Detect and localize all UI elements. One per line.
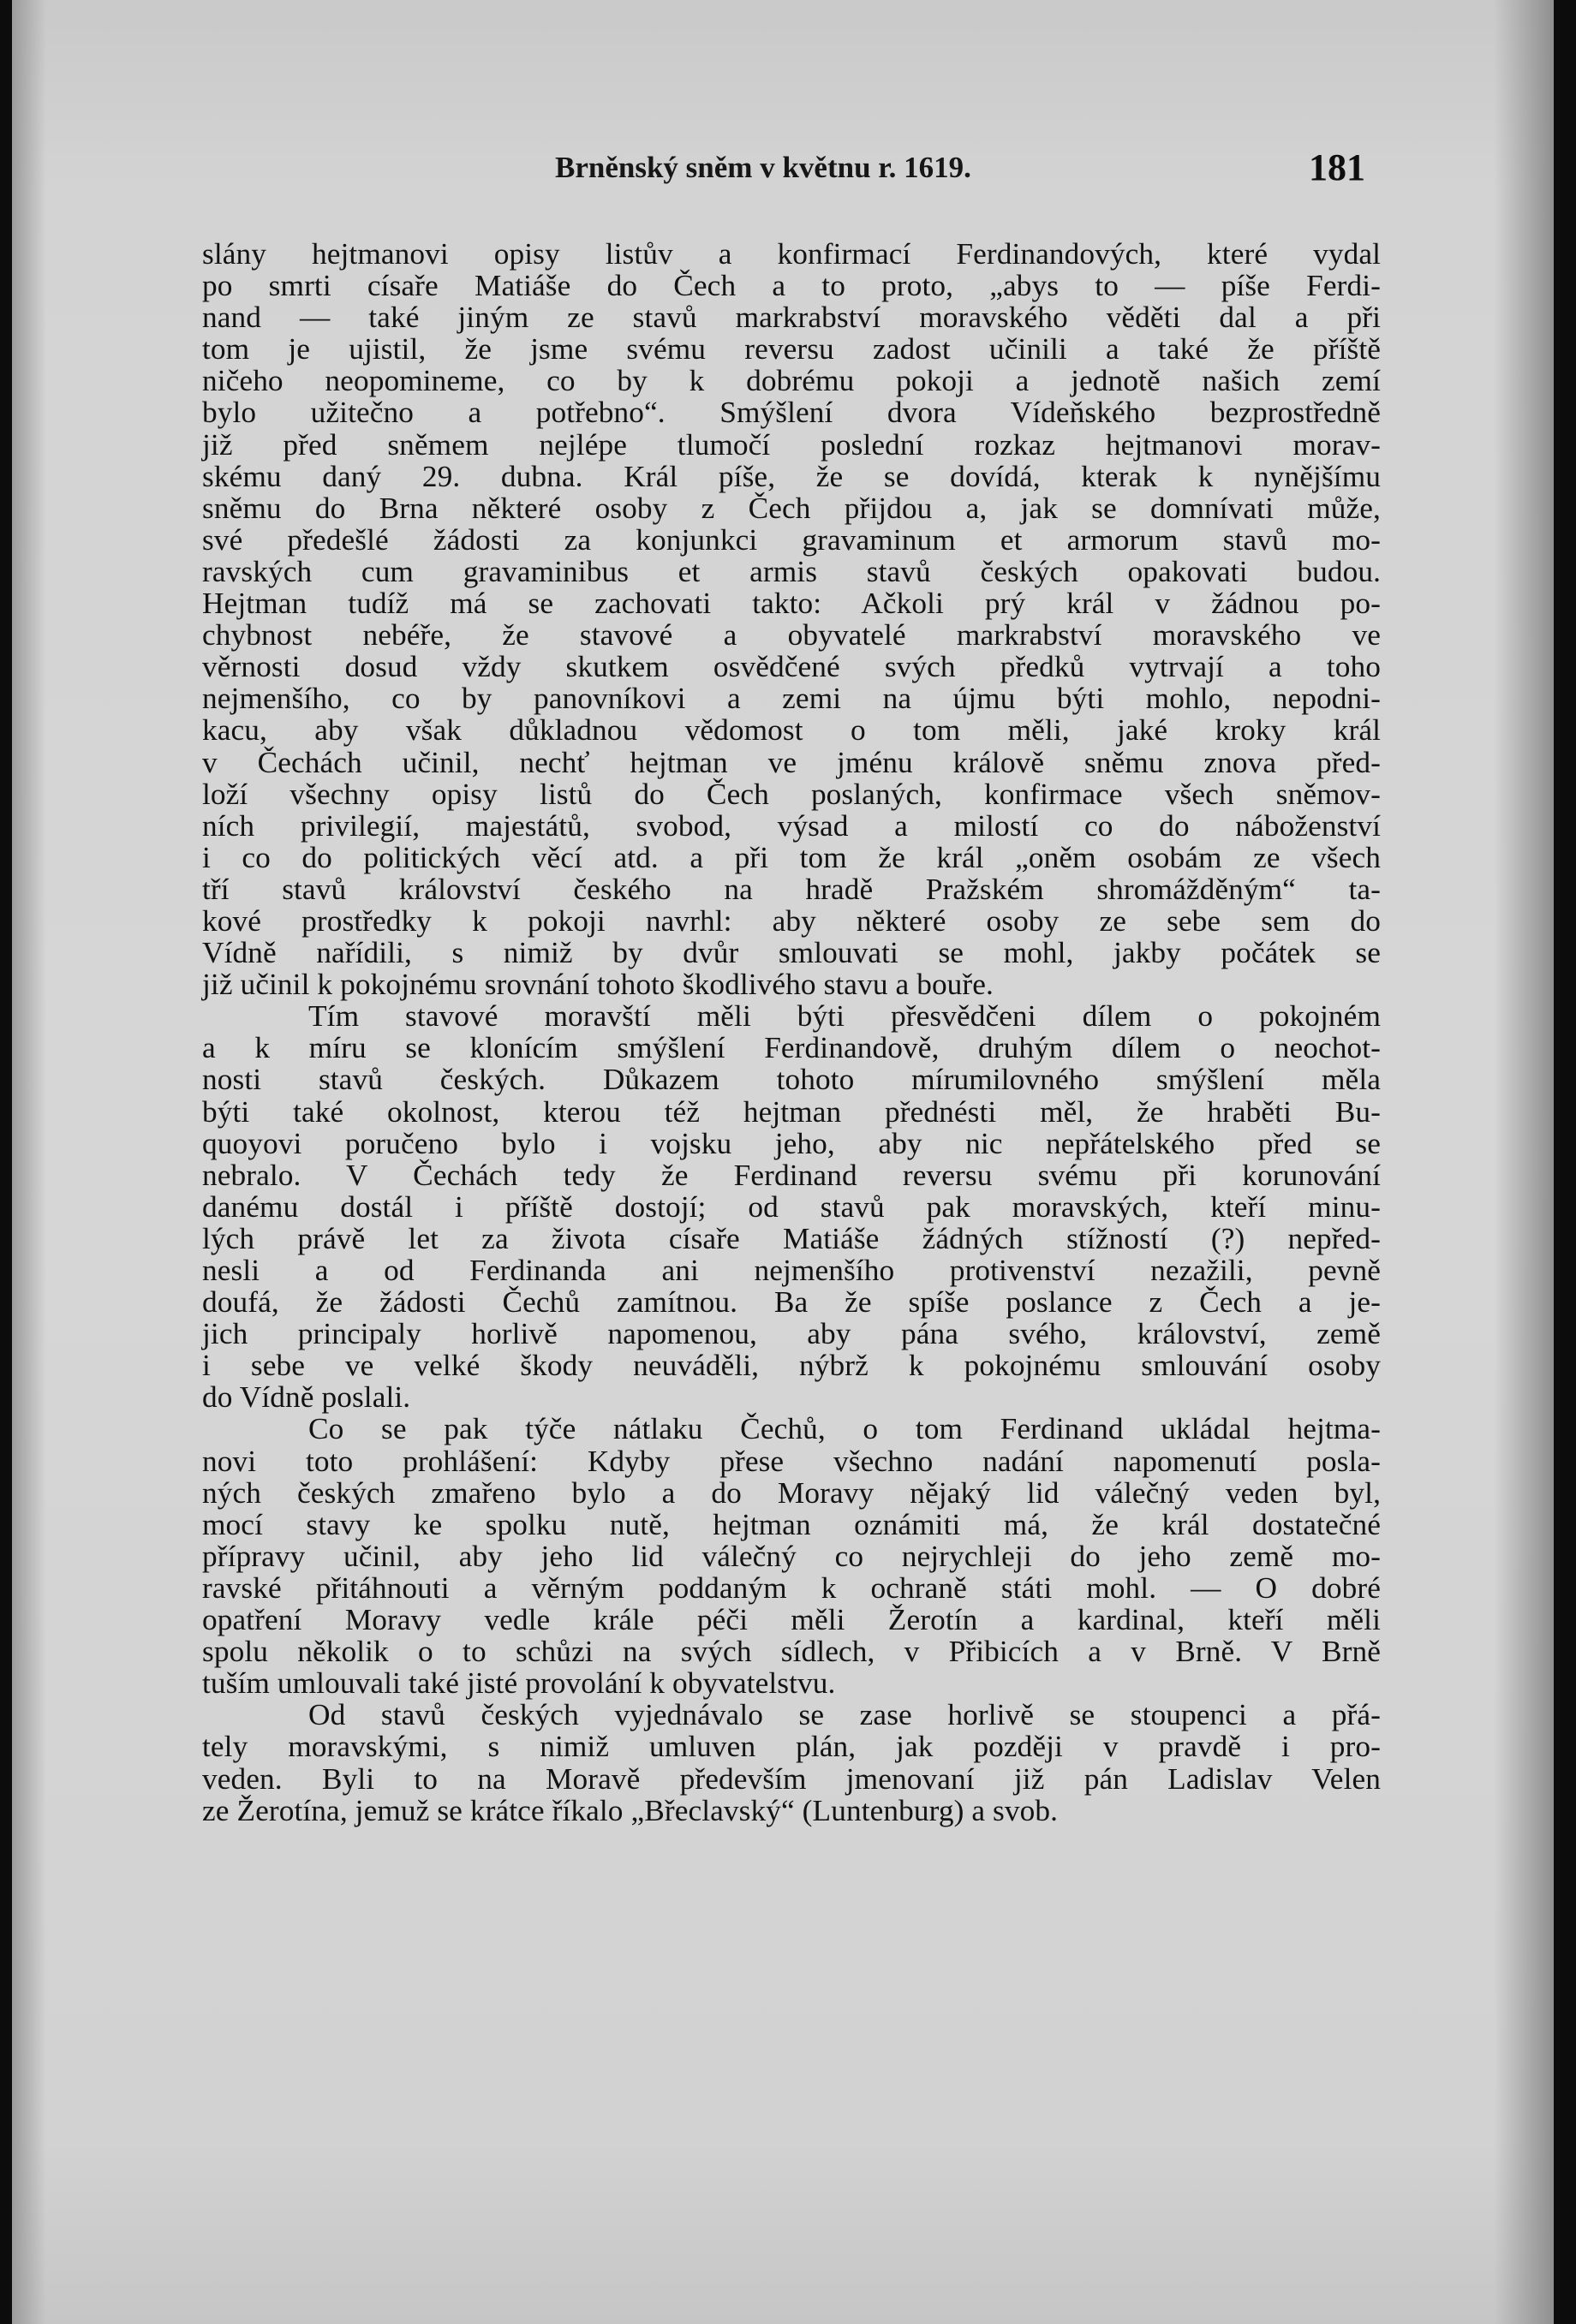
text-line: opatření Moravy vedle krále péči měli Žerotín a kardinal, kteří měli — [202, 1603, 1381, 1637]
text-line: věrnosti dosud vždy skutkem osvědčené svých předků vytrvají a toho — [202, 650, 1381, 684]
text-line: své předešlé žádosti za konjunkci gravaminum et armorum stavů mo- — [202, 522, 1381, 557]
text-line: ravské přitáhnouti a věrným poddaným k ochraně státi mohl. — O dobré — [202, 1570, 1381, 1605]
body-text — [202, 238, 1381, 1826]
text-line: Hejtman tudíž má se zachovati takto: Ačkoli prý král v žádnou po- — [202, 587, 1381, 621]
text-line: již učinil k pokojnému srovnání tohoto škodlivého stavu a bouře. — [202, 968, 994, 1002]
text-line: novi toto prohlášení: Kdyby přese všechno nadání napomenutí posla- — [202, 1444, 1381, 1478]
text-line: quoyovi poručeno bylo i vojsku jeho, aby nic nepřátelského před se — [202, 1126, 1381, 1160]
running-head: Brněnský sněm v květnu r. 1619. — [555, 151, 971, 184]
page-header — [526, 146, 1365, 194]
text-line: tom je ujistil, že jsme svému reversu zadost učinili a také že příště — [202, 332, 1381, 366]
text-line: bylo užitečno a potřebno“. Smýšlení dvora Vídeňského bezprostředně — [202, 396, 1381, 430]
text-line: kové prostředky k pokoji navrhl: aby některé osoby ze sebe sem do — [202, 903, 1381, 938]
text-line: skému daný 29. dubna. Král píše, že se dovídá, kterak k nynějšímu — [202, 459, 1381, 493]
text-line: býti také okolnost, kterou též hejtman přednésti měl, že hraběti Bu- — [202, 1094, 1381, 1129]
text-line: loží všechny opisy listů do Čech poslaných, konfirmace všech sněmov- — [202, 777, 1381, 811]
text-line: nebralo. V Čechách tedy že Ferdinand reversu svému při korunování — [202, 1158, 1381, 1192]
text-line: ních privilegií, majestátů, svobod, výsad a milostí co do náboženství — [202, 808, 1381, 843]
text-line: mocí stavy ke spolku nutě, hejtman oznámiti má, že král dostatečné — [202, 1507, 1381, 1541]
text-line: spolu několik o to schůzi na svých sídlech, v Přibicích a v Brně. V Brně — [202, 1635, 1381, 1669]
text-line: nand — také jiným ze stavů markrabství moravského věděti dal a při — [202, 301, 1381, 335]
text-line: tuším umlouvali také jisté provolání k obyvatelstvu. — [202, 1666, 836, 1701]
page-number: 181 — [1309, 146, 1365, 188]
text-line: ravských cum gravaminibus et armis stavů českých opakovati budou. — [202, 554, 1381, 588]
text-line: slány hejtmanovi opisy listův a konfirmací Ferdinandových, které vydal — [202, 237, 1381, 271]
page-edge-shadow-left — [12, 0, 46, 2324]
text-line: jich principaly horlivě napomenou, aby pána svého, království, země — [202, 1317, 1381, 1351]
text-line: ných českých zmařeno bylo a do Moravy nějaký lid válečný veden byl, — [202, 1475, 1381, 1510]
paragraph — [202, 1000, 1381, 1413]
text-line: lých právě let za života císaře Matiáše žádných stížností (?) nepřed- — [202, 1221, 1381, 1255]
text-line: Tím stavové moravští měli býti přesvědčeni dílem o pokojném — [308, 999, 1381, 1034]
text-line: i co do politických věcí atd. a při tom že král „oněm osobám ze všech — [202, 840, 1381, 874]
text-line: nejmenšího, co by panovníkovi a zemi na újmu býti mohlo, nepodni- — [202, 682, 1381, 716]
text-line: ze Žerotína, jemuž se krátce říkalo „Břeclavský“ (Luntenburg) a svob. — [202, 1793, 1059, 1827]
paragraph — [202, 1413, 1381, 1699]
text-line: danému dostál i příště dostojí; od stavů pak moravských, kteří minu- — [202, 1189, 1381, 1224]
text-line: přípravy učinil, aby jeho lid válečný co nejrychleji do jeho země mo- — [202, 1539, 1381, 1573]
text-line: ničeho neopomineme, co by k dobrému pokoji a jednotě našich zemí — [202, 364, 1381, 398]
text-line: již před sněmem nejlépe tlumočí poslední rozkaz hejtmanovi morav- — [202, 427, 1381, 462]
text-line: i sebe ve velké škody neuváděli, nýbrž k pokojnému smlouvání osoby — [202, 1349, 1381, 1383]
text-line: nesli a od Ferdinanda ani nejmenšího protivenství nezažili, pevně — [202, 1254, 1381, 1287]
page-edge-shadow-right — [1494, 0, 1554, 2324]
text-line: tely moravskými, s nimiž umluven plán, jak později v pravdě i pro- — [202, 1730, 1381, 1764]
text-line: doufá, že žádosti Čechů zamítnou. Ba že spíše poslance z Čech a je- — [202, 1285, 1381, 1320]
text-line: do Vídně poslali. — [202, 1380, 411, 1415]
text-line: sněmu do Brna některé osoby z Čech přijdou a, jak se domnívati může, — [202, 491, 1381, 525]
paragraph — [202, 1699, 1381, 1826]
text-line: a k míru se klonícím smýšlení Ferdinandově, druhým dílem o neochot- — [202, 1031, 1381, 1065]
text-line: veden. Byli to na Moravě především jmenovaní již pán Ladislav Velen — [202, 1761, 1381, 1796]
text-line: Co se pak týče nátlaku Čechů, o tom Ferdinand ukládal hejtma- — [308, 1412, 1381, 1446]
text-line: chybnost nebéře, že stavové a obyvatelé markrabství moravského ve — [202, 618, 1381, 653]
text-line: kacu, aby však důkladnou vědomost o tom měli, jaké kroky král — [202, 713, 1381, 748]
paragraph — [202, 238, 1381, 1000]
text-line: Od stavů českých vyjednávalo se zase horlivě se stoupenci a přá- — [308, 1698, 1381, 1732]
text-line: v Čechách učinil, nechť hejtman ve jménu králově sněmu znova před- — [202, 745, 1381, 779]
text-line: nosti stavů českých. Důkazem tohoto mírumilovného smýšlení měla — [202, 1063, 1381, 1097]
text-line: tří stavů království českého na hradě Pražském shromážděným“ ta- — [202, 872, 1381, 906]
book-page — [12, 0, 1554, 2324]
text-line: Vídně nařídili, s nimiž by dvůr smlouvati se mohl, jakby počátek se — [202, 936, 1381, 970]
text-line: po smrti císaře Matiáše do Čech a to proto, „abys to — píše Ferdi- — [202, 269, 1381, 303]
